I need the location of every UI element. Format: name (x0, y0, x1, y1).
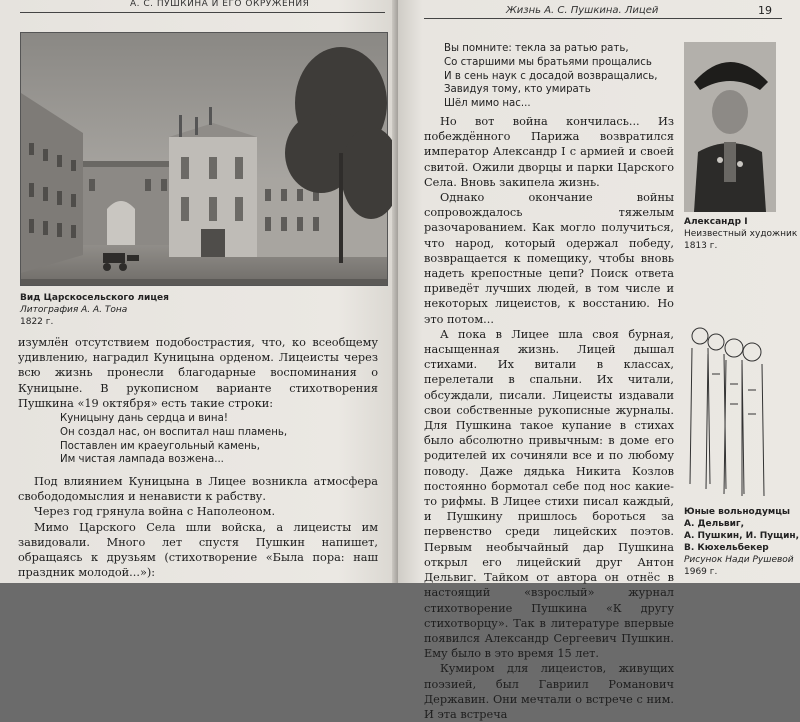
caption-year: 1822 г. (20, 317, 54, 327)
right-page (398, 0, 800, 721)
tsarskoye-selo-lyceum-engraving (20, 32, 388, 286)
alexander-i-portrait (684, 42, 776, 212)
left-body-text-continued (18, 474, 378, 580)
left-verse (60, 412, 287, 467)
sketch-illustration (682, 314, 782, 502)
paragraph: А пока в Лицее шла своя бурная, насыщенная жизнь. Лицей дышал стихами. Их витали в классах, перелетали в спальни. Их читали, обсуждали, писали. Лицеисты издавали свои собственные рукописные журналы. Для Пушкина такое купание в стихах было абсолютно привычным: в доме его родителей их сочиняли все и по любому поводу. Даже дядька Никита Козлов постоянно бормотал себе под нос какие-то рифмы. В Лицее стихи писал каждый, и Пушкину пришлось бороться за первенство среди лицейских поэтов. Первым необычайный дар Пушкина открыл его лицейский друг Антон Дельвиг. Тайком от автора он отнёс в настоящий «взрослый» журнал стихотворение Пушкина «К другу стихотворцу». Так в литературе впервые появился Александр Сергеевич Пушкин. Ему было в это время 15 лет. (424, 327, 674, 661)
caption-title-line: В. Кюхельбекер (684, 543, 769, 553)
verse-line: Завидуя тому, кто умирать (444, 84, 591, 96)
caption-title: Александр I (684, 217, 748, 227)
portrait-illustration (684, 42, 776, 212)
verse-line: И в сень наук с досадой возвращались, (444, 70, 658, 82)
paragraph: Мимо Царского Села шли войска, а лицеисты им завидовали. Много лет спустя Пушкин напишет, обращаясь к друзьям (стихотворение «Была пора: наш праздник молодой...»): (18, 520, 378, 580)
header-rule (20, 12, 385, 13)
engraving-illustration (21, 33, 387, 285)
page-number: 19 (758, 4, 772, 17)
verse-line: Со старшими мы братьями прощались (444, 56, 652, 68)
caption-title: Вид Царскосельского лицея (20, 293, 169, 303)
verse-line: Поставлен им краеугольный камень, (60, 440, 260, 452)
paragraph: Но вот война кончилась... Из побеждённого Парижа возвратился император Александр I с армией и своей свитой. Ожили дворцы и парки Царского Села. Вновь закипела жизнь. (424, 115, 674, 189)
caption-line: Неизвестный художник (684, 229, 798, 239)
left-body-text (18, 335, 378, 411)
portrait-caption (684, 216, 797, 252)
running-header-right: Жизнь А. С. Пушкина. Лицей (506, 5, 659, 16)
caption-year: 1969 г. (684, 567, 718, 577)
caption-title-line: А. Пушкин, И. Пущин, (684, 531, 800, 541)
young-freethinkers-sketch (682, 314, 782, 502)
sketch-caption (684, 506, 799, 578)
right-verse (444, 42, 657, 111)
paragraph: Кумиром для лицеистов, живущих поэзией, был Гавриил Романович Державин. Они мечтали о встрече с ним. И эта встреча (424, 662, 674, 721)
verse-line: Куницыну дань сердца и вина! (60, 413, 228, 424)
header-rule (424, 18, 782, 19)
caption-title-line: А. Дельвиг, (684, 519, 745, 529)
caption-year: 1813 г. (684, 241, 718, 251)
paragraph: Однако окончание войны сопровождалось тяжелым разочарованием. Как могло получиться, что народ, который одержал победу, возвращается к помещику, чтобы вновь надеть крепостные цепи? Поиск ответа приведёт лучших людей, в том числе и некоторых лицеистов, к восстанию. Но это потом... (424, 191, 674, 326)
left-page (0, 0, 398, 583)
verse-line: Шёл мимо нас... (444, 98, 531, 110)
paragraph: Под влиянием Куницына в Лицее возникла атмосфера свобододомыслия и ненависти к рабству. (18, 475, 378, 504)
caption-title-line: Юные вольнодумцы (684, 507, 791, 517)
paragraph: Через год грянула война с Наполеоном. (34, 505, 276, 519)
verse-line: Он создал нас, он воспитал наш пламень, (60, 426, 288, 438)
paragraph: изумлён отсутствием подобострастия, что, ко всеобщему удивлению, наградил Куницына орденом. Лицеисты через всю жизнь пронесли благодарные воспоминания о Куницыне. В рукописном варианте стихотворения Пушкина «19 октября» есть такие строки: (18, 336, 378, 410)
right-body-text (424, 114, 674, 722)
caption-line: Рисунок Нади Рушевой (684, 555, 794, 565)
verse-line: Вы помните: текла за ратью рать, (444, 43, 629, 54)
verse-line: Им чистая лампада возжена... (60, 454, 224, 466)
engraving-caption (20, 292, 169, 328)
caption-subtitle: Литография А. А. Тона (20, 305, 128, 315)
running-header-left: А. С. ПУШКИНА И ЕГО ОКРУЖЕНИЯ (130, 0, 310, 9)
